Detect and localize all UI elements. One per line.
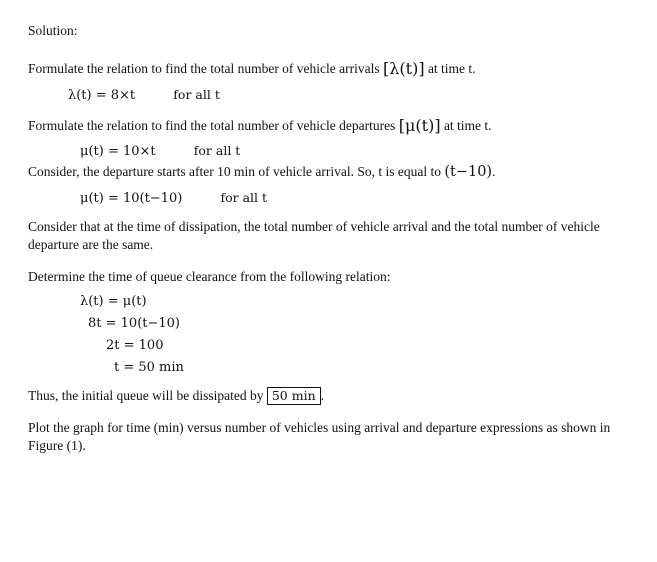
equation-arrival-expr: λ(t) = 8×t [68,87,136,103]
paragraph-delay-text: Consider, the departure starts after 10 min of vehicle arrival. So, t is equal to [28,164,441,180]
paragraph-delay-tail: . [492,164,496,180]
paragraph-departures-text: Formulate the relation to find the total number of vehicle departures [28,117,396,133]
equation-equality: λ(t) = μ(t) [80,293,147,309]
equation-arrival [28,87,631,103]
paragraph-arrivals [28,58,631,80]
solution-label: Solution: [28,23,78,38]
paragraph-dissipation: Consider that at the time of dissipation, the total number of vehicle arrival and the total number of vehicle departure are the same. [28,218,600,253]
paragraph-clearance: Determine the time of queue clearance from the following relation: [28,269,391,285]
equation-departure-note: for all t [193,143,241,159]
equation-departure-shifted [28,190,631,206]
paragraph-plot: Plot the graph for time (min) versus number of vehicles using arrival and departure expressions as shown in Figure (1). [28,420,611,454]
paragraph-departures [28,115,631,137]
equation-arrival-note: for all t [173,86,220,102]
paragraph-departures-tail: at time t. [443,117,492,133]
equation-simplified: 2t = 100 [106,337,164,353]
paragraph-delay [28,163,631,183]
paragraph-result-tail: . [320,387,324,403]
arrival-symbol: [λ(t)] [383,59,425,79]
departure-symbol: [μ(t)] [398,115,441,135]
equation-substituted: 8t = 10(t−10) [88,315,180,331]
equation-departure-shifted-note: for all t [220,189,268,205]
equation-departure [28,143,631,159]
equation-departure-expr: μ(t) = 10×t [80,144,156,160]
paragraph-arrivals-text: Formulate the relation to find the total number of vehicle arrivals [28,61,380,77]
paragraph-result-lead: Thus, the initial queue will be dissipated by [28,387,264,403]
delay-symbol: (t−10) [444,164,493,181]
paragraph-result [28,387,631,406]
boxed-answer: 50 min [267,387,321,406]
equation-solution: t = 50 min [114,359,184,375]
equation-departure-shifted-expr: μ(t) = 10(t−10) [80,190,183,206]
paragraph-arrivals-tail: at time t. [427,61,476,77]
